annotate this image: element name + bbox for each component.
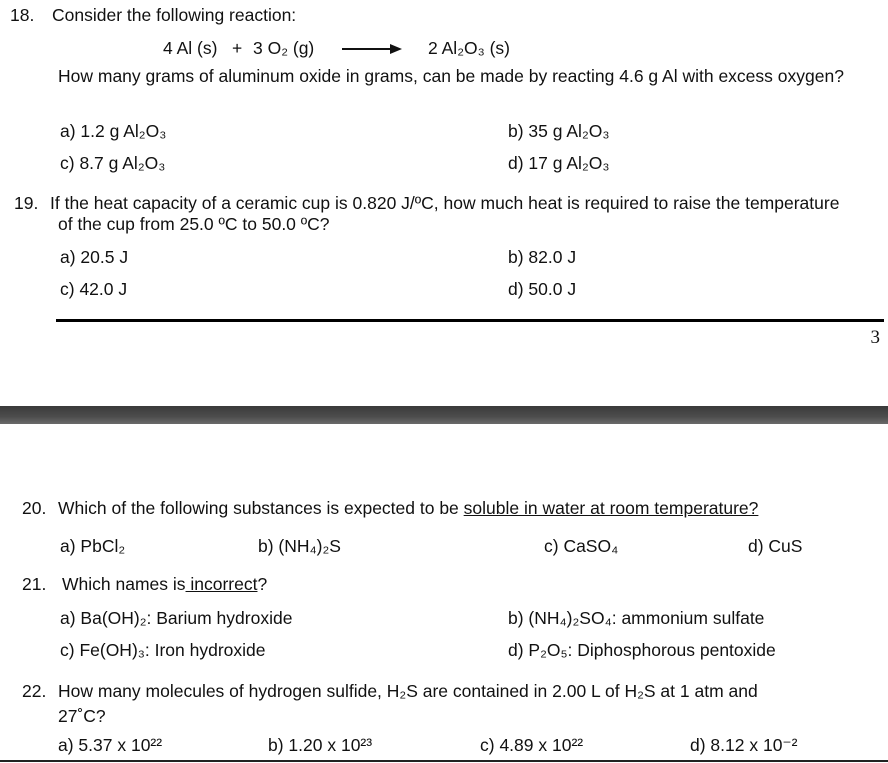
q22-stem-line1: How many molecules of hydrogen sulfide, H₂S are contained in 2.00 L of H₂S at 1 atm and — [58, 681, 758, 701]
q18-option-d: d) 17 g Al₂O₃ — [508, 153, 610, 173]
q18-option-c: c) 8.7 g Al₂O₃ — [60, 153, 166, 173]
q21-option-c: c) Fe(OH)₃: Iron hydroxide — [60, 640, 266, 660]
q20-option-b: b) (NH₄)₂S — [258, 536, 341, 556]
q21-stem — [62, 574, 267, 595]
q20-option-d: d) CuS — [748, 536, 803, 556]
q20-option-c: c) CaSO₄ — [544, 536, 619, 556]
q20-number: 20. — [22, 498, 47, 518]
page-number: 3 — [870, 327, 880, 348]
q19-option-c: c) 42.0 J — [60, 279, 128, 299]
right-arrow-icon — [342, 43, 404, 55]
q18-option-b: b) 35 g Al₂O₃ — [508, 121, 610, 141]
q19-option-d: d) 50.0 J — [508, 279, 577, 299]
q22-option-b: b) 1.20 x 10²³ — [268, 735, 373, 755]
q22-option-c: c) 4.89 x 10²² — [480, 735, 584, 755]
q19-option-a: a) 20.5 J — [60, 247, 129, 267]
q18-product: 2 Al₂O₃ (s) — [428, 38, 510, 58]
q20-stem — [58, 498, 758, 519]
q18-stem: Consider the following reaction: — [52, 5, 297, 25]
q21-stem-end: ? — [257, 574, 268, 594]
q18-reactant-o2: 3 O₂ (g) — [253, 38, 315, 58]
q22-number: 22. — [22, 681, 47, 701]
q18-question: How many grams of aluminum oxide in grams, can be made by reacting 4.6 g Al with excess oxygen? — [58, 66, 844, 86]
q21-option-d: d) P₂O₅: Diphosphorous pentoxide — [508, 640, 776, 660]
q19-stem-line1: If the heat capacity of a ceramic cup is 0.820 J/ºC, how much heat is required to raise the temperature — [50, 193, 840, 213]
q18-reactant-al: 4 Al (s) — [163, 38, 218, 58]
q18-option-a: a) 1.2 g Al₂O₃ — [60, 121, 167, 141]
q22-stem-line2: 27˚C? — [58, 706, 106, 726]
q19-stem-line2: of the cup from 25.0 ºC to 50.0 ºC? — [58, 214, 330, 234]
q20-stem-text: Which of the following substances is expected to be — [58, 498, 464, 518]
q21-option-a: a) Ba(OH)₂: Barium hydroxide — [60, 608, 293, 628]
q21-stem-underlined: incorrect — [185, 574, 258, 594]
q21-stem-text: Which names is — [62, 574, 186, 594]
q22-option-a: a) 5.37 x 10²² — [58, 735, 163, 755]
q22-option-d: d) 8.12 x 10⁻² — [690, 735, 798, 755]
bottom-border — [0, 760, 888, 762]
q18-plus: + — [232, 38, 243, 58]
page-separator — [0, 406, 888, 424]
q21-option-b: b) (NH₄)₂SO₄: ammonium sulfate — [508, 608, 765, 628]
q20-stem-underlined: soluble in water at room temperature? — [463, 498, 759, 518]
q19-option-b: b) 82.0 J — [508, 247, 577, 267]
q19-number: 19. — [14, 193, 39, 213]
q20-option-a: a) PbCl₂ — [60, 536, 126, 556]
q21-number: 21. — [22, 574, 47, 594]
footer-rule — [56, 319, 884, 322]
q18-number: 18. — [10, 5, 35, 25]
